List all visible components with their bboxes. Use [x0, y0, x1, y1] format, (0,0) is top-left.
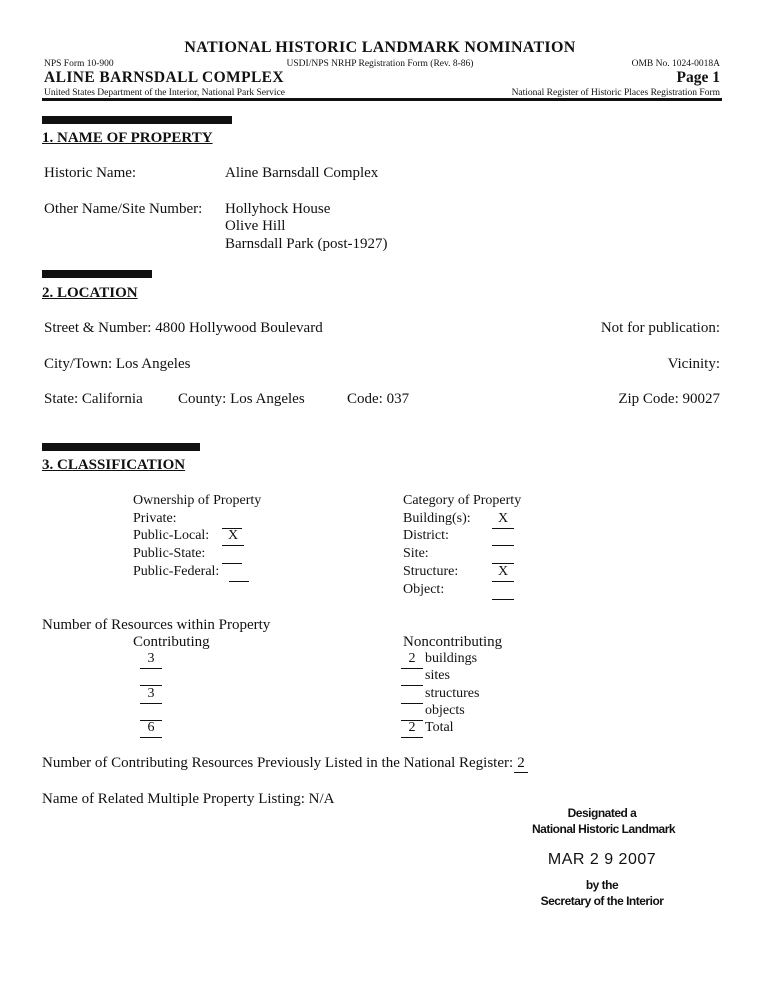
- contributing-total-blank: [140, 737, 162, 738]
- category-site-label: Site:: [403, 546, 429, 561]
- related-multiple-property-listing: Name of Related Multiple Property Listing: N/A: [42, 791, 335, 807]
- stamp-designated: Designated a: [567, 806, 637, 820]
- noncontributing-objects-label: objects: [425, 703, 465, 718]
- stamp-landmark: National Historic Landmark: [532, 822, 676, 836]
- ownership-private-label: Private:: [133, 511, 177, 526]
- category-structure-blank: [492, 581, 514, 582]
- contributing-structures: 3: [147, 686, 155, 701]
- noncontributing-total-blank: [401, 737, 423, 738]
- other-name-3: Barnsdall Park (post-1927): [225, 236, 388, 252]
- ownership-local-label: Public-Local:: [133, 528, 210, 543]
- county: County: Los Angeles: [178, 391, 305, 407]
- register-line: National Register of Historic Places Registration Form: [511, 88, 720, 98]
- page-number: Page 1: [676, 69, 720, 86]
- category-structure-label: Structure:: [403, 564, 459, 579]
- section2-bar: [42, 270, 152, 278]
- vicinity: Vicinity:: [667, 356, 720, 372]
- stamp-by-the: by the: [585, 878, 619, 892]
- other-name-1: Hollyhock House: [225, 201, 331, 217]
- stamp-secretary: Secretary of the Interior: [540, 894, 664, 908]
- noncontributing-total-count: 2: [408, 720, 416, 735]
- city-town: City/Town: Los Angeles: [44, 356, 191, 372]
- code: Code: 037: [347, 391, 410, 407]
- ownership-heading: Ownership of Property: [133, 493, 262, 508]
- ownership-federal-blank: [229, 581, 249, 582]
- category-building-label: Building(s):: [403, 511, 471, 526]
- noncontributing-buildings-label: buildings: [425, 651, 478, 666]
- section3-heading: 3. CLASSIFICATION: [42, 457, 186, 473]
- previously-listed-label: Number of Contributing Resources Previously Listed in the National Register:: [42, 755, 514, 771]
- ownership-state-label: Public-State:: [133, 546, 206, 561]
- section3-bar: [42, 443, 200, 451]
- noncontributing-buildings-blank: [401, 668, 423, 669]
- previously-listed-value: 2: [517, 755, 525, 771]
- property-name-header: ALINE BARNSDALL COMPLEX: [44, 69, 285, 86]
- previously-listed-blank: [514, 772, 528, 773]
- category-object-label: Object:: [403, 582, 445, 597]
- header-rule: [42, 98, 722, 101]
- category-building-mark: X: [497, 511, 509, 526]
- category-building-blank: [492, 528, 514, 529]
- section2-heading: 2. LOCATION: [42, 285, 138, 301]
- ownership-local-blank: [222, 545, 244, 546]
- noncontributing-sites-label: sites: [425, 668, 450, 683]
- department-line: United States Department of the Interior, National Park Service: [44, 88, 286, 98]
- form-number: NPS Form 10-900: [44, 59, 114, 69]
- category-heading: Category of Property: [403, 493, 522, 508]
- contributing-heading: Contributing: [133, 634, 210, 650]
- form-name: USDI/NPS NRHP Registration Form (Rev. 8-86): [286, 59, 474, 69]
- contributing-buildings-blank: [140, 668, 162, 669]
- noncontributing-buildings-count: 2: [408, 651, 416, 666]
- category-district-label: District:: [403, 528, 449, 543]
- noncontributing-heading: Noncontributing: [403, 634, 503, 650]
- not-for-publication: Not for publication:: [600, 320, 720, 336]
- ownership-state-blank: [222, 563, 242, 564]
- section1-heading: 1. NAME OF PROPERTY: [42, 130, 213, 146]
- noncontributing-sites-blank: [401, 685, 423, 686]
- street-number: Street & Number: 4800 Hollywood Boulevard: [44, 320, 323, 336]
- noncontributing-structures-label: structures: [425, 686, 480, 701]
- resources-heading: Number of Resources within Property: [42, 617, 271, 633]
- other-name-2: Olive Hill: [225, 218, 286, 234]
- historic-name-value: Aline Barnsdall Complex: [225, 165, 379, 181]
- historic-name-label: Historic Name:: [44, 165, 137, 181]
- omb-number: OMB No. 1024-0018A: [631, 59, 720, 69]
- section1-bar: [42, 116, 232, 124]
- noncontributing-total-label: Total: [425, 720, 454, 735]
- contributing-buildings: 3: [147, 651, 155, 666]
- contributing-total: 6: [147, 720, 155, 735]
- contributing-structures-blank: [140, 703, 162, 704]
- category-district-blank: [492, 545, 514, 546]
- zip-code: Zip Code: 90027: [618, 391, 720, 407]
- document-title: NATIONAL HISTORIC LANDMARK NOMINATION: [184, 39, 576, 56]
- ownership-local-mark: X: [227, 528, 239, 543]
- ownership-federal-label: Public-Federal:: [133, 564, 220, 579]
- other-names-label: Other Name/Site Number:: [44, 201, 203, 217]
- stamp-date: MAR 2 9 2007: [547, 851, 657, 868]
- category-structure-mark: X: [497, 564, 509, 579]
- state: State: California: [44, 391, 143, 407]
- noncontributing-structures-blank: [401, 703, 423, 704]
- category-object-blank: [492, 599, 514, 600]
